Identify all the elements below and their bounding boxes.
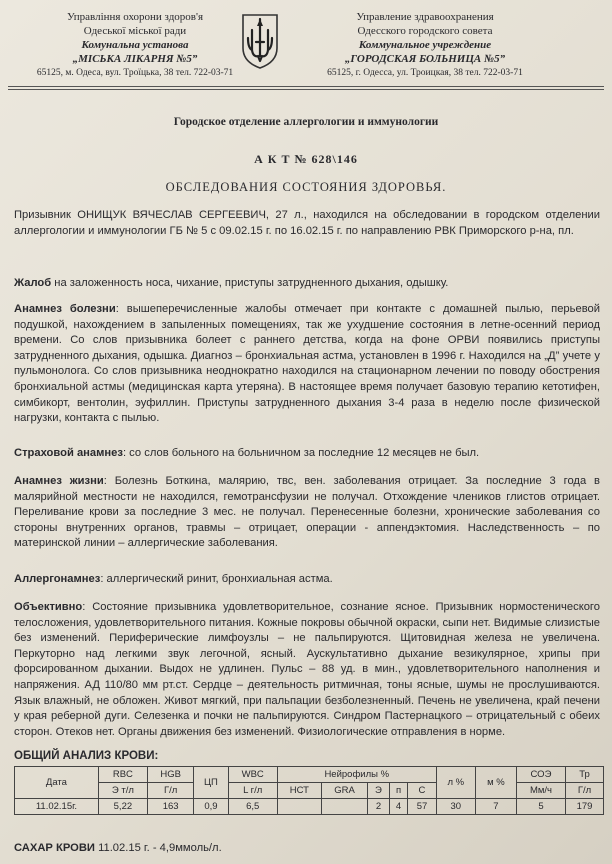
date-header: Дата [15,767,99,799]
wbc-value: 6,5 [228,799,277,815]
p-value: 4 [389,799,408,815]
rbc-value: 5,22 [98,799,147,815]
esr-value: 5 [516,799,565,815]
esr-unit: Мм/ч [516,783,565,799]
rbc-header: RBC [98,767,147,783]
rbc-unit: Э т/л [98,783,147,799]
department-title: Городское отделение аллергологии и иммунологии [173,116,439,128]
mono-header: м % [475,767,516,799]
header-left-line2: Одеської міської ради [83,25,187,37]
header-right-line2: Одесского городского совета [357,25,493,37]
insurance-history-paragraph [14,446,600,462]
hct-header: НСТ [277,783,321,799]
table-header-row [15,767,604,783]
complaints-label: Жалоб [14,277,52,289]
blood-test-table [14,766,604,815]
mono-value: 7 [475,799,516,815]
blood-test-title: ОБЩИЙ АНАЛИЗ КРОВИ: [14,750,159,762]
disease-history-label: Анамнез болезни [14,303,116,315]
life-history-paragraph [14,474,600,552]
tr-header: Тр [566,767,604,783]
complaints-text: на заложенность носа, чихание, приступы затрудненного дыхания, одышку. [51,277,449,289]
hgb-header: HGB [147,767,193,783]
insurance-history-label: Страховой анамнез [14,447,123,459]
allergy-history-paragraph [14,572,600,588]
blood-sugar-text: 11.02.15 г. - 4,9ммоль/л. [94,842,222,854]
objective-paragraph [14,600,600,740]
cp-header: ЦП [194,767,228,799]
disease-history-text: : вышеперечисленные жалобы отмечает при контакте с домашней пылью, перьевой подушкой, нахождением в запыленных помещениях, так же ухудшение состояния в летне-осенний период времени. Со слов призывника болеет с раннего детства, когда на фоне ОРВИ появились приступы затрудненного дыхания, одышка. Диагноз – бронхиальная астма, установлен в 1996 г. Находился на „Д” учете у пульмонолога. Со слов призывника неоднократно находился на стационарном лечении по поводу обострения бронхиальной астмы (медицинская карта утеряна). В настоящее время получает базовую терапию кетотифен, симбикорт, вентолин, эуфиллин. Приступы затрудненного дыхания 3-4 раза в неделю после физической нагрузки, контакта с пылью. [14,303,600,425]
header-divider-thin [8,89,604,90]
cp-value: 0,9 [194,799,228,815]
disease-history-paragraph [14,302,600,427]
gra-value [321,799,367,815]
wbc-header: WBC [228,767,277,783]
lymph-value: 30 [436,799,475,815]
header-right-line1: Управление здравоохранения [356,11,494,23]
header-right [300,10,550,80]
e-value: 2 [368,799,389,815]
hgb-unit: Г/л [147,783,193,799]
trident-icon [240,12,280,70]
objective-text: : Состояние призывника удовлетворительное, сознание ясное. Призывник нормостенического телосложения, удовлетворительного питания. Кожные покровы обычной окраски, сыпи нет. Видимые слизистые без изменений. Периферические лимфоузлы – не пальпируются. Щитовидная железа не увеличена. Перкуторно над легкими звук легочной, ясный. Аускультативно дыхание везикулярное, хрипы при форсированном дыхании. Выдох не удлинен. Пульс – 88 уд. в мин., удовлетворительного наполнения и напряжения. АД 110/80 мм рт.ст. Сердце – деятельность ритмичная, тоны ясные, шумы не прослушиваются. Язык влажный, не обложен. Живот мягкий, при пальпации безболезненный. Печень не увеличена, край печени у края реберной дуги. Селезенка и почки не пальпируются. Синдром Пастернацкого – отрицательный с обеих сторон. Отеков нет. Органы движения без изменений. Физиологические отправления в норме. [14,601,600,738]
header-left [10,10,260,80]
hgb-value: 163 [147,799,193,815]
tr-unit: Г/л [566,783,604,799]
e-header: Э [368,783,389,799]
blood-sugar-label: САХАР КРОВИ [14,842,95,854]
objective-label: Объективно [14,601,83,613]
wbc-unit: L г/л [228,783,277,799]
table-row [15,799,604,815]
blood-sugar-line [14,842,222,854]
tr-value: 179 [566,799,604,815]
header-right-line3: Коммунальное учреждение [358,39,492,51]
allergy-history-text: : аллергический ринит, бронхиальная астма. [100,573,333,585]
p-header: п [389,783,408,799]
act-number: А К Т № 628\146 [254,152,358,166]
insurance-history-text: : со слов больного на больничном за последние 12 месяцев не был. [122,447,480,459]
complaints-paragraph [14,276,600,292]
life-history-text: : Болезнь Боткина, малярию, твс, вен. заболевания отрицает. За последние 3 года в малярийной местности не находился, гемотрансфузии не получал. Отхождение члеников глистов отрицает. Переливание крови за последние 3 мес. не получал. Перенесенные болезни, хронические заболевания со стороны внутренних органов, травмы – отрицает, операции - аппендэктомия. Наследственность – по материнской линии – аллергические заболевания. [14,475,600,550]
allergy-history-label: Аллергонамнез [14,573,101,585]
date-value: 11.02.15г. [15,799,99,815]
act-title: ОБСЛЕДОВАНИЯ СОСТОЯНИЯ ЗДОРОВЬЯ. [165,180,447,194]
gra-header: GRA [321,783,367,799]
header-left-line1: Управління охорони здоров'я [66,11,204,23]
header-left-address: 65125, м. Одеса, вул. Троїцька, 38 тел. 722-03-71 [36,68,234,78]
header-left-line3: Комунальна установа [81,39,189,51]
neutrophils-header: Нейрофилы % [277,767,436,783]
esr-header: СОЭ [516,767,565,783]
s-header: С [408,783,436,799]
life-history-label: Анамнез жизни [14,475,104,487]
header-right-line4: „ГОРОДСКАЯ БОЛЬНИЦА №5” [344,53,506,65]
lymph-header: л % [436,767,475,799]
intro-paragraph: Призывник ОНИЩУК ВЯЧЕСЛАВ СЕРГЕЕВИЧ, 27 л., находился на обследовании в городском отделении аллергологии и иммунологии ГБ № 5 с 09.02.15 г. по 16.02.15 г. по направлению РВК Приморского р-на, пл. [14,209,600,237]
header-left-line4: „МІСЬКА ЛІКАРНЯ №5” [72,53,198,65]
header-divider [8,86,604,87]
s-value: 57 [408,799,436,815]
header-right-address: 65125, г. Одесса, ул. Троицкая, 38 тел. 722-03-71 [327,68,523,78]
hct-value [277,799,321,815]
